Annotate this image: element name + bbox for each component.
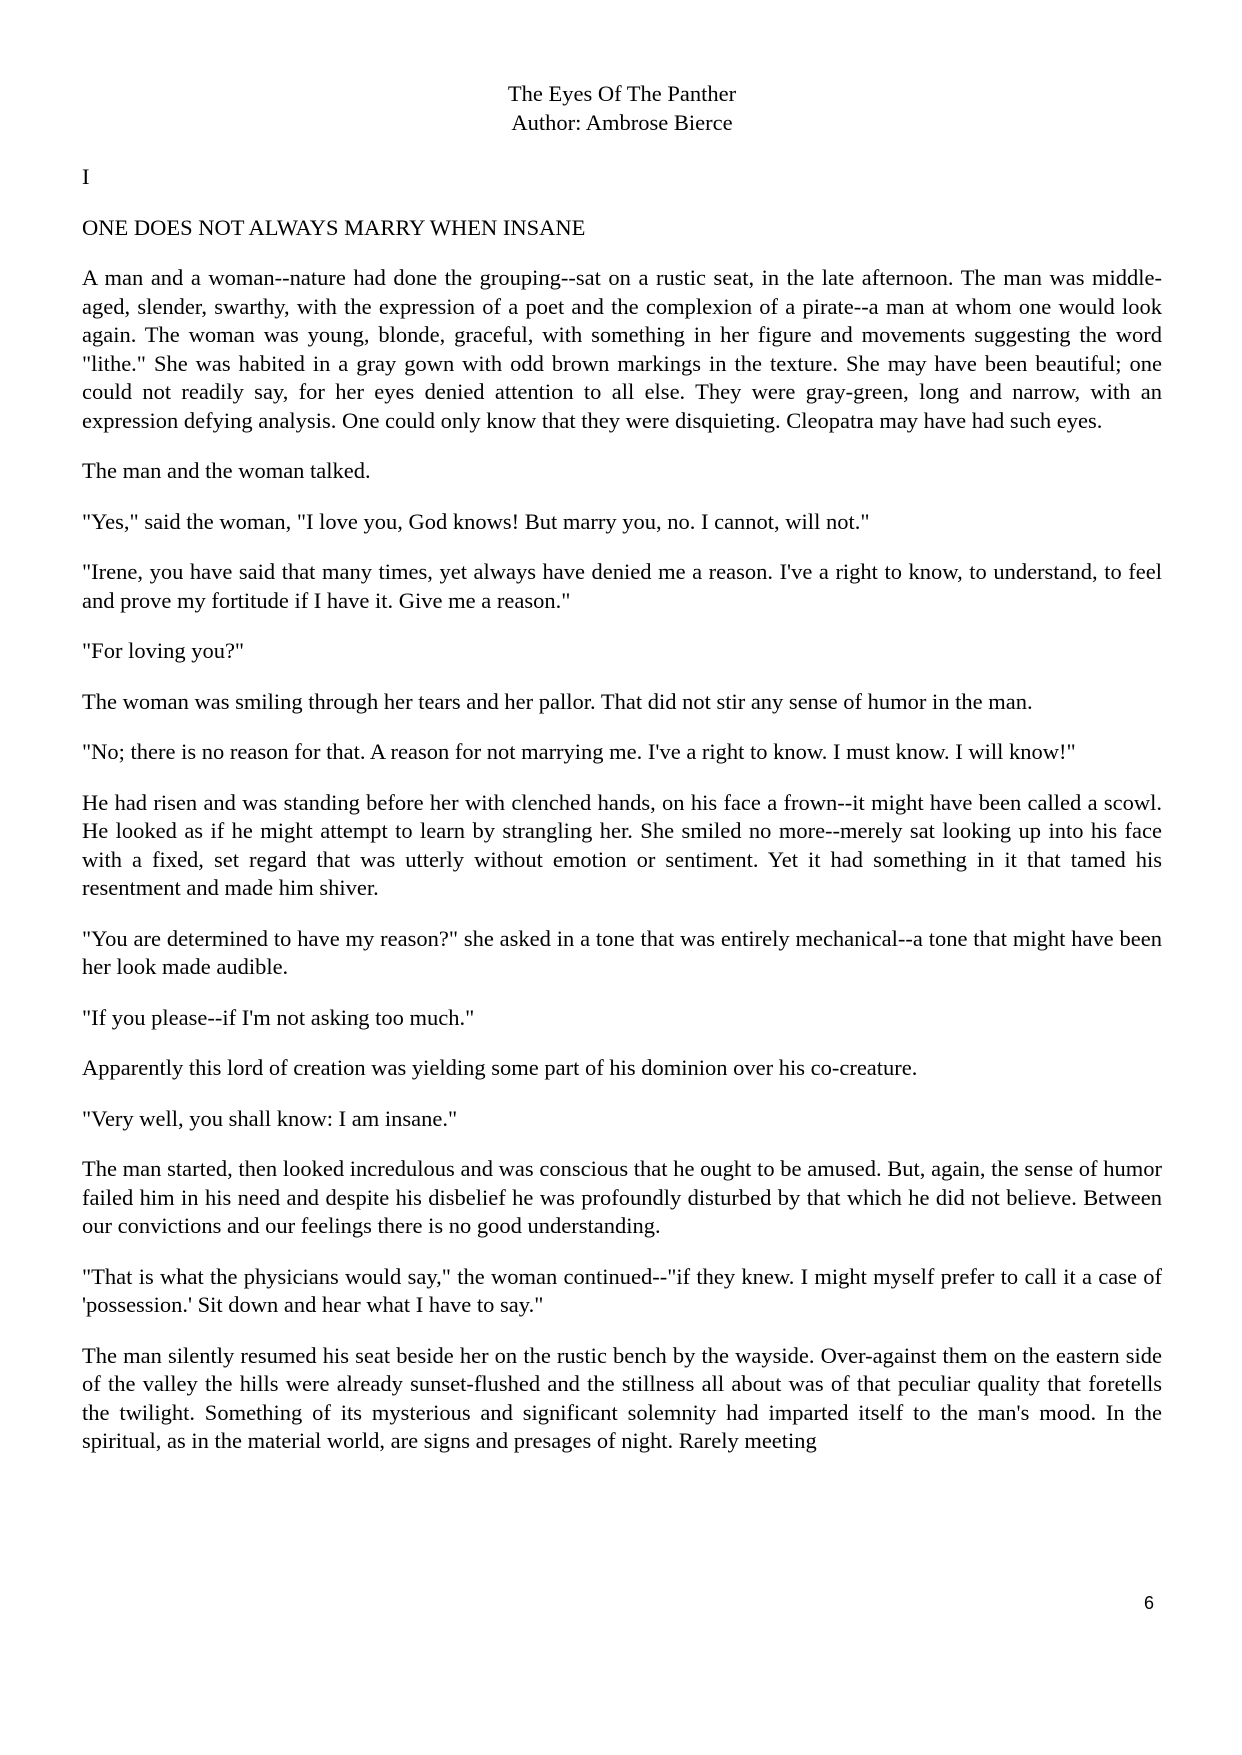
paragraph: Apparently this lord of creation was yielding some part of his dominion over his co-creature. [82, 1055, 918, 1080]
document-page [82, 80, 1162, 1478]
chapter-number: I [82, 164, 90, 189]
chapter-title: ONE DOES NOT ALWAYS MARRY WHEN INSANE [82, 214, 586, 240]
paragraph: "For loving you?" [82, 638, 245, 663]
paragraph: "You are determined to have my reason?" she asked in a tone that was entirely mechanical--a tone that might have been her look made audible. [82, 925, 1162, 979]
paragraph: The man silently resumed his seat beside her on the rustic bench by the wayside. Over-against them on the eastern side of the valley the hills were already sunset-flushed and the stillness all about was of that peculiar quality that foretells the twilight. Something of its mysterious and significant solemnity had imparted itself to the man's mood. In the spiritual, as in the material world, are signs and presages of night. Rarely meeting [82, 1342, 1162, 1453]
paragraph: "If you please--if I'm not asking too much." [82, 1004, 475, 1030]
paragraph: "Yes," said the woman, "I love you, God knows! But marry you, no. I cannot, will not." [82, 508, 870, 534]
paragraph: A man and a woman--nature had done the grouping--sat on a rustic seat, in the late afternoon. The man was middle-aged, slender, swarthy, with the expression of a poet and the complexion of a pirate--a man at whom one would look again. The woman was young, blonde, graceful, with something in her figure and movements suggesting the word "lithe." She was habited in a gray gown with odd brown markings in the texture. She may have been beautiful; one could not readily say, for her eyes denied attention to all else. They were gray-green, long and narrow, with an expression defying analysis. One could only know that they were disquieting. Cleopatra may have had such eyes. [82, 265, 1162, 433]
document-title: The Eyes Of The Panther [507, 81, 737, 106]
paragraph: The man started, then looked incredulous and was conscious that he ought to be amused. But, again, the sense of humor failed him in his need and despite his disbelief he was profoundly disturbed by that which he did not believe. Between our convictions and our feelings there is no good understanding. [82, 1156, 1162, 1238]
paragraph: "That is what the physicians would say," the woman continued--"if they knew. I might myself prefer to call it a case of 'possession.' Sit down and hear what I have to say." [82, 1263, 1162, 1317]
paragraph: The man and the woman talked. [82, 458, 371, 483]
paragraph: "No; there is no reason for that. A reason for not marrying me. I've a right to know. I must know. I will know!" [82, 739, 1076, 764]
paragraph: The woman was smiling through her tears and her pallor. That did not stir any sense of humor in the man. [82, 688, 1033, 714]
author-line: Author: Ambrose Bierce [511, 109, 733, 135]
paragraph: "Very well, you shall know: I am insane." [82, 1105, 458, 1131]
page-number: 6 [1143, 1593, 1154, 1613]
paragraph: "Irene, you have said that many times, yet always have denied me a reason. I've a right to know, to understand, to feel and prove my fortitude if I have it. Give me a reason." [82, 559, 1162, 613]
paragraph: He had risen and was standing before her with clenched hands, on his face a frown--it might have been called a scowl. He looked as if he might attempt to learn by strangling her. She smiled no more--merely sat looking up into his face with a fixed, set regard that was utterly without emotion or sentiment. Yet it had something in it that tamed his resentment and made him shiver. [82, 789, 1162, 900]
title-block [82, 80, 1162, 137]
